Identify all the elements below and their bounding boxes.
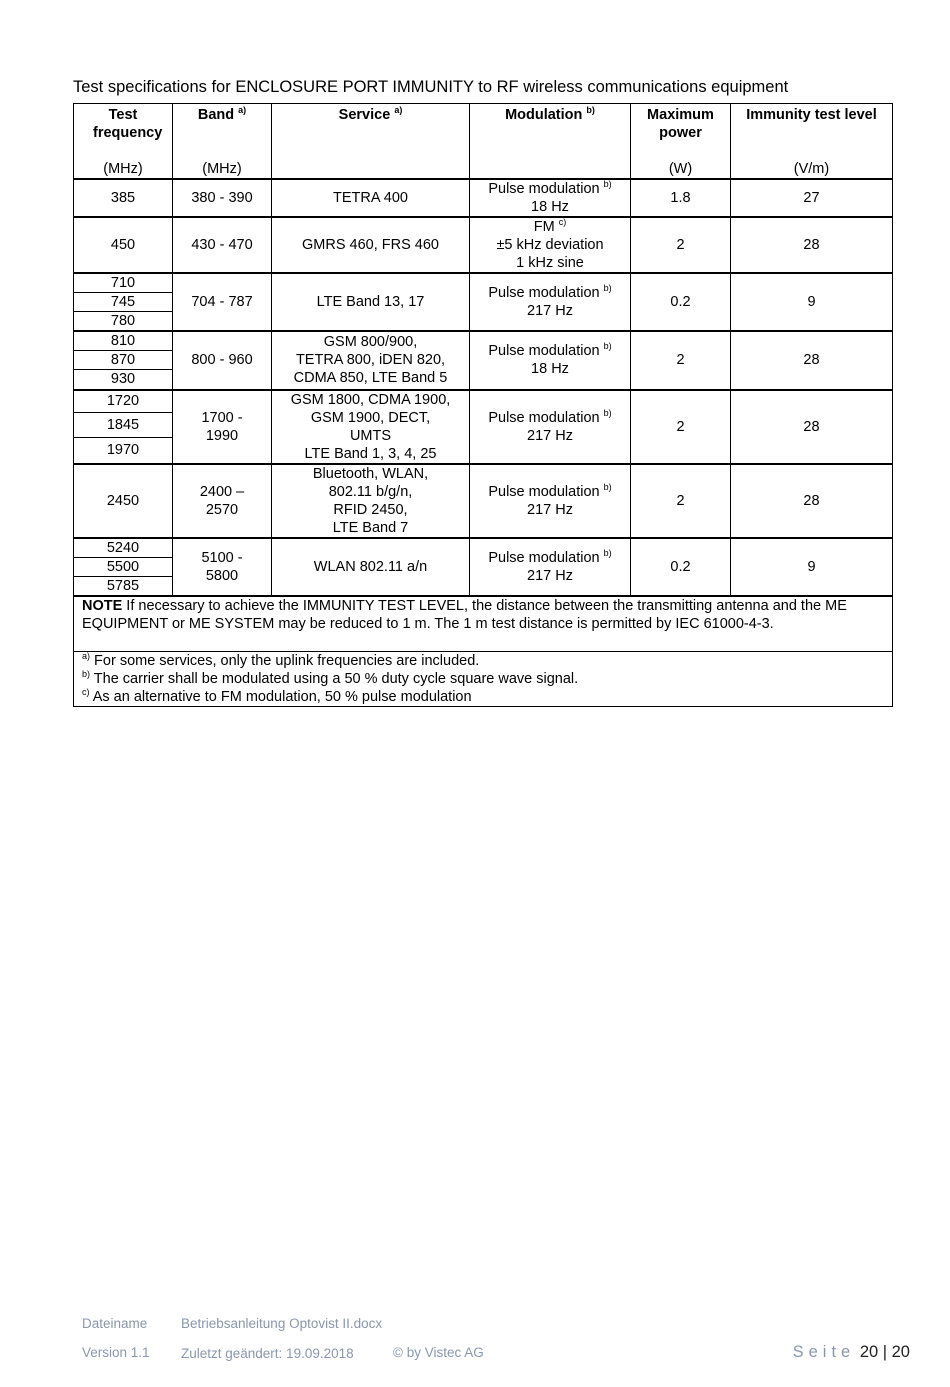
modulation-text: 18 Hz xyxy=(531,199,569,215)
cell-line: LTE Band 1, 3, 4, 25 xyxy=(304,445,437,462)
col-header-test-frequency: Test frequency (MHz) xyxy=(74,104,173,180)
service-cell xyxy=(272,217,470,273)
immunity-level-cell: 28 xyxy=(731,464,893,538)
footnotes-row xyxy=(74,652,893,707)
modulation-text: 217 Hz xyxy=(527,303,573,319)
footnote-mark: b) xyxy=(82,669,91,680)
footnote xyxy=(82,652,884,670)
table-row xyxy=(74,273,893,293)
frequency-cell: 5785 xyxy=(74,576,173,596)
modulation-line xyxy=(470,427,630,445)
modulation-text: 217 Hz xyxy=(527,501,573,518)
cell-line: GMRS 460, FRS 460 xyxy=(302,237,439,253)
frequency-cell: 780 xyxy=(74,312,173,332)
modulation-cell xyxy=(470,217,631,273)
modulation-cell xyxy=(470,179,631,217)
immunity-level-cell: 28 xyxy=(731,331,893,390)
modulation-text: Pulse modulation xyxy=(488,181,600,197)
immunity-level-cell: 9 xyxy=(731,273,893,331)
modulation-cell xyxy=(470,390,631,464)
cell-line: WLAN 802.11 a/n xyxy=(313,558,428,575)
modulation-text: Pulse modulation xyxy=(488,549,600,566)
frequency-cell: 810 xyxy=(74,331,173,351)
modulation-cell xyxy=(470,331,631,390)
note-cell xyxy=(74,596,893,652)
modulation-line xyxy=(470,409,630,427)
frequency-cell: 5500 xyxy=(74,557,173,576)
modulation-text: Pulse modulation xyxy=(488,285,600,301)
service-cell xyxy=(272,390,470,464)
frequency-cell: 1970 xyxy=(74,437,173,463)
col-header-service: Service $^{a)}$ xyxy=(272,104,470,180)
band-cell xyxy=(173,390,272,464)
cell-line: UMTS xyxy=(349,427,392,444)
footnote-mark: c) xyxy=(82,687,90,698)
footnote-text: The carrier shall be modulated using a 50 % duty cycle square wave signal. xyxy=(90,671,579,687)
modulation-line xyxy=(470,218,630,236)
immunity-level-cell: 9 xyxy=(731,538,893,596)
modulation-text: Pulse modulation xyxy=(488,343,600,360)
cell-line: LTE Band 13, 17 xyxy=(316,294,425,310)
note-text: If necessary to achieve the IMMUNITY TEST LEVEL, the distance between the transmitting antenna and the ME EQUIPMENT or ME SYSTEM may be reduced to 1 m. The 1 m test distance is permitted by IEC 61000-4-3. xyxy=(82,597,847,632)
footnotes-cell xyxy=(74,652,893,707)
modulation-line xyxy=(470,342,630,360)
modulation-line xyxy=(470,360,630,378)
cell-line: 380 - 390 xyxy=(191,190,253,206)
col-header-max-power: Maximum power (W) xyxy=(631,104,731,180)
frequency-cell: 710 xyxy=(74,273,173,293)
modulation-footnote-mark: b) xyxy=(603,341,612,352)
cell-line: 2570 xyxy=(205,501,239,518)
cell-line: GSM 1800, CDMA 1900, xyxy=(290,391,451,408)
service-cell xyxy=(272,331,470,390)
footnote xyxy=(82,670,884,688)
note-row xyxy=(74,596,893,652)
cell-line: CDMA 850, LTE Band 5 xyxy=(293,370,448,387)
cell-line: GSM 1900, DECT, xyxy=(310,409,431,426)
modulation-cell xyxy=(470,538,631,596)
footnote xyxy=(82,688,884,706)
modulation-line xyxy=(470,501,630,519)
frequency-cell: 870 xyxy=(74,351,173,370)
footer-changed-date: Zuletzt geändert: 19.09.2018 xyxy=(181,1346,354,1361)
max-power-cell: 0.2 xyxy=(631,538,731,596)
frequency-cell: 1845 xyxy=(74,413,173,437)
max-power-cell: 2 xyxy=(631,331,731,390)
cell-line: 430 - 470 xyxy=(191,237,253,253)
band-cell xyxy=(173,538,272,596)
max-power-cell: 2 xyxy=(631,464,731,538)
cell-line: GSM 800/900, xyxy=(323,334,418,351)
note-label: NOTE xyxy=(82,597,123,614)
immunity-level-cell: 28 xyxy=(731,390,893,464)
modulation-text: Pulse modulation xyxy=(488,483,600,500)
modulation-footnote-mark: b) xyxy=(603,547,612,558)
modulation-line xyxy=(470,236,630,254)
max-power-cell: 0.2 xyxy=(631,273,731,331)
page-label: Seite xyxy=(792,1343,856,1361)
modulation-text: ±5 kHz deviation xyxy=(496,237,604,253)
frequency-cell: 385 xyxy=(74,179,173,217)
cell-line: 704 - 787 xyxy=(191,294,253,310)
table-caption: Test specifications for ENCLOSURE PORT IMMUNITY to RF wireless communications equipment xyxy=(73,78,789,96)
cell-line: TETRA 800, iDEN 820, xyxy=(295,352,446,369)
modulation-line xyxy=(470,254,630,272)
rf-immunity-table xyxy=(73,103,893,707)
band-cell xyxy=(173,179,272,217)
band-cell xyxy=(173,273,272,331)
modulation-line xyxy=(470,567,630,585)
header-row xyxy=(74,104,893,180)
frequency-cell: 5240 xyxy=(74,538,173,558)
modulation-footnote-mark: b) xyxy=(603,481,612,492)
footer-version: Version 1.1 xyxy=(82,1345,150,1360)
table-row xyxy=(74,179,893,217)
modulation-footnote-mark: b) xyxy=(603,283,612,294)
modulation-line xyxy=(470,549,630,567)
cell-line: RFID 2450, xyxy=(333,501,408,518)
cell-line: 5800 xyxy=(205,567,239,584)
table-row xyxy=(74,331,893,351)
modulation-cell xyxy=(470,273,631,331)
table-row xyxy=(74,464,893,538)
modulation-footnote-mark: c) xyxy=(558,217,567,228)
cell-line: Bluetooth, WLAN, xyxy=(312,465,429,482)
footer-copyright: © by Vistec AG xyxy=(393,1345,484,1360)
band-cell xyxy=(173,217,272,273)
modulation-line xyxy=(470,284,630,302)
cell-line: 1990 xyxy=(205,427,239,444)
modulation-footnote-mark: b) xyxy=(603,407,612,418)
max-power-cell: 2 xyxy=(631,390,731,464)
modulation-text: 1 kHz sine xyxy=(516,255,584,271)
modulation-footnote-mark: b) xyxy=(603,179,612,190)
modulation-line xyxy=(470,483,630,501)
footnote-mark: a) xyxy=(82,651,91,662)
cell-line: LTE Band 7 xyxy=(332,519,409,536)
footer-filename: Betriebsanleitung Optovist II.docx xyxy=(181,1316,383,1331)
service-cell xyxy=(272,273,470,331)
immunity-level-cell: 28 xyxy=(731,217,893,273)
table-row xyxy=(74,217,893,273)
modulation-text: Pulse modulation xyxy=(488,409,600,426)
cell-line: 1700 - xyxy=(201,409,243,426)
modulation-line xyxy=(470,180,630,198)
col-header-band: Band $^{a)}$ (MHz) xyxy=(173,104,272,180)
service-cell xyxy=(272,179,470,217)
service-cell xyxy=(272,538,470,596)
modulation-line xyxy=(470,302,630,320)
footnote-text: For some services, only the uplink frequencies are included. xyxy=(90,653,480,669)
modulation-cell xyxy=(470,464,631,538)
table-row xyxy=(74,390,893,413)
table-row xyxy=(74,538,893,558)
col-header-immunity: Immunity test level (V/m) xyxy=(731,104,893,180)
frequency-cell: 745 xyxy=(74,293,173,312)
frequency-cell: 1720 xyxy=(74,390,173,413)
footer-filename-label: Dateiname xyxy=(82,1316,148,1331)
immunity-level-cell: 27 xyxy=(731,179,893,217)
frequency-cell: 2450 xyxy=(74,464,173,538)
cell-line: TETRA 400 xyxy=(333,190,408,206)
band-cell xyxy=(173,331,272,390)
cell-line: 2400 – xyxy=(199,483,245,500)
col-header-modulation: Modulation $^{b)}$ xyxy=(470,104,631,180)
cell-line: 5100 - xyxy=(201,549,243,566)
page-number xyxy=(793,1343,910,1362)
footnote-text: As an alternative to FM modulation, 50 % pulse modulation xyxy=(89,689,472,705)
frequency-cell: 450 xyxy=(74,217,173,273)
service-cell xyxy=(272,464,470,538)
cell-line: 800 - 960 xyxy=(191,352,253,369)
modulation-text: FM xyxy=(533,219,555,235)
band-cell xyxy=(173,464,272,538)
modulation-line xyxy=(470,198,630,216)
modulation-text: 217 Hz xyxy=(527,427,573,444)
max-power-cell: 2 xyxy=(631,217,731,273)
modulation-text: 18 Hz xyxy=(531,361,569,378)
modulation-text: 217 Hz xyxy=(527,567,573,584)
frequency-cell: 930 xyxy=(74,370,173,390)
cell-line: 802.11 b/g/n, xyxy=(328,483,413,500)
page-count: 20 | 20 xyxy=(859,1343,910,1361)
max-power-cell: 1.8 xyxy=(631,179,731,217)
